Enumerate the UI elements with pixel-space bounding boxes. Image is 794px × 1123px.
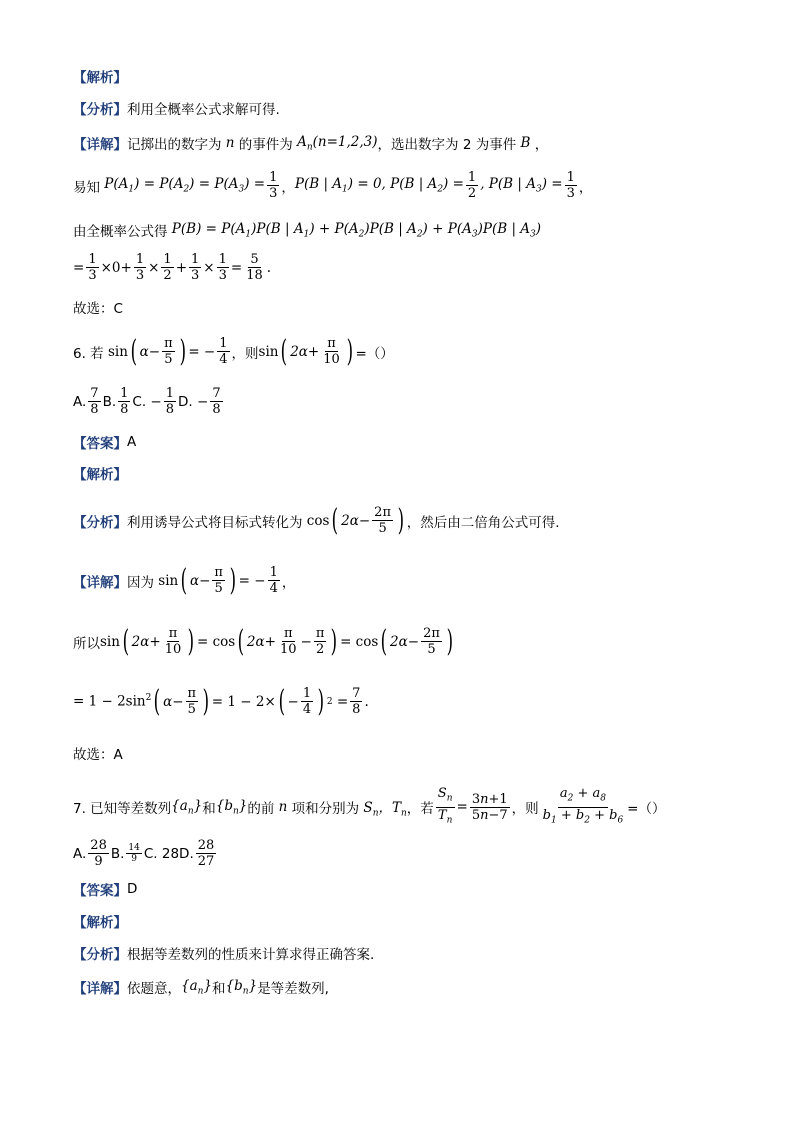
comma: ， [281,574,296,591]
daan-label: 【答案】 [73,883,127,899]
jiexi-label: 【解析】 [73,70,127,86]
q5-fenxi-text: 利用全概率公式求解可得. [127,102,280,118]
fenxi-label: 【分析】 [73,102,127,118]
q7-xiangjie-text-c: 是等差数列, [257,981,329,997]
q7-fenxi-line [73,943,374,963]
frac-1-3: $\frac{1}{3}$ [218,252,227,283]
q7-option-c-label: C. 28D. [143,845,194,862]
frac-Sn-Tn: $\frac{S_n}{T_n}$ [437,786,453,826]
xiangjie-label: 【详解】 [73,981,127,997]
q6-option-c-label: C. [132,393,147,410]
xiangjie-label: 【详解】 [73,574,127,591]
xiangjie-label: 【详解】 [73,137,127,153]
minus: − [146,393,162,410]
math-2alpha: 2α+ [131,633,161,650]
q7-de-qian: 的前 [247,801,275,818]
equals-neg: = − [188,343,216,360]
math-n: n [274,799,292,816]
q6-ze: ，则 [231,345,259,362]
q7-options-line [73,838,218,869]
frac-1-4: $\frac{1}{4}$ [302,686,312,717]
equals-neg: = − [238,572,266,589]
q5-fenxi-line [73,98,280,118]
math-prob-equal: $P(A_1) = P(A_2) = P(A_3)$ = [100,176,266,195]
frac-pi-5: $\frac{\pi}{5}$ [164,336,173,367]
right-paren: ) [317,683,325,719]
left-paren: ( [281,333,288,369]
q7-answer-line [73,879,137,899]
q6-options-line [73,386,225,417]
math-sin: sin [258,343,279,360]
math-2alpha: 2α− [341,512,371,529]
q6-result-line [73,683,369,719]
frac-pi-10: $\frac{\pi}{10}$ [323,336,340,367]
equals-cos: = cos [340,633,379,650]
times: × [203,259,215,276]
right-paren: ) [446,623,453,659]
frac-2pi-5: $\frac{2\pi}{5}$ [423,626,440,657]
comma: ， [281,179,295,196]
math-an-seq: $\{a_n\}$ [171,797,203,817]
q7-question-line [73,786,665,828]
q7-ze: ，则 [511,801,539,818]
minus: − [287,693,299,710]
q6-option-d: $\frac{7}{8}$ [212,386,221,417]
frac-1-3: $\frac{1}{3}$ [191,252,200,283]
q6-option-c: $\frac{1}{8}$ [165,386,175,417]
q7-xiang: 项和分别为 [291,801,360,818]
frac-pi-10: $\frac{\pi}{10}$ [164,626,182,657]
q6-answer-choice: 故选：A [73,747,123,763]
q6-xiangjie-line [73,562,296,598]
times-zero: ×0+ [100,259,132,276]
left-paren: ( [153,683,161,719]
math-alpha: α− [163,693,184,710]
q5-quangailv-text: 由全概率公式得 [73,224,168,240]
comma: ， [534,137,549,153]
right-paren: ) [187,623,195,659]
q6-xiangjie-text: 因为 [127,574,154,591]
q6-fenxi-line [73,502,560,538]
plus: + [175,259,187,276]
frac-pi-5: $\frac{\pi}{5}$ [214,565,223,596]
period: . [364,693,369,710]
q7-xiangjie-text-a: 依题意， [127,981,181,997]
q7-number: 7. 已知等差数列 [73,801,172,818]
q6-answer-line [73,432,136,452]
frac-1-2: $\frac{1}{2}$ [163,252,172,283]
frac-pi-10: $\frac{\pi}{10}$ [279,626,297,657]
fenxi-label: 【分析】 [73,947,127,963]
q6-jiexi-line [73,463,127,483]
q5-calc-line [73,252,271,283]
math-alpha: α− [139,343,161,360]
left-paren: ( [237,623,245,659]
left-paren: ( [180,562,188,598]
math-cos: cos [302,512,330,529]
q6-result-frac: $\frac{7}{8}$ [352,686,361,717]
q7-option-b-label: B. [110,845,125,862]
q5-yizhi-text: 易知 [73,179,100,196]
frac-1-4: $\frac{1}{4}$ [269,565,278,596]
q7-option-b: $\frac{14}{9}$ [128,843,140,864]
q6-option-a-label: A. [73,393,87,410]
q5-xiangjie-line [73,133,548,153]
comma: ， [578,179,593,196]
equals: = [230,259,243,276]
math-sin: sin [103,343,128,360]
frac-target: $\frac{a_2 + a_8}{b_1 + b_2 + b_6}$ [542,786,624,826]
minus: − [192,393,209,410]
q5-quangailv-line [73,220,541,240]
left-paren: ( [332,502,339,538]
q7-fenxi-text: 根据等差数列的性质来计算求得正确答案. [127,947,375,963]
math-cond-probs: P(B | $A_1) = 0$, P(B | $A_2$) = [294,176,464,195]
equals-cos: = cos [196,633,236,650]
left-paren: ( [122,623,130,659]
frac-1-2: $\frac{1}{2}$ [467,170,477,201]
q6-option-a: $\frac{7}{8}$ [90,386,99,417]
q7-ruo: ，若 [406,801,434,818]
q7-option-a-label: A. [73,845,87,862]
q7-option-d: $\frac{28}{27}$ [197,838,215,869]
math-B: B [516,135,535,151]
q7-xiangjie-text-b: 和 [212,981,226,997]
q5-yizhi-line [73,170,592,201]
math-sin: sin [100,633,120,650]
period: . [266,259,272,276]
right-paren: ) [346,333,353,369]
math-bn-seq: $\{b_n\}$ [225,977,258,997]
q6-answer: A [127,434,137,450]
frac-ratio: $\frac{3n+1}{5n-7}$ [471,791,508,823]
frac-1-4: $\frac{1}{4}$ [219,336,228,367]
q7-blank: =（） [627,801,666,818]
math-sin: sin [154,572,179,589]
math-event-An: $A_n(n=1,2,3)$ [292,133,378,153]
equals: = [456,799,468,816]
math-total-prob: $P(B) = P(A_1)P(B$ | $A_1) + P(A_2)P(B$ | $A_2) + P(A_3)P(B$ | $A_3$) [167,220,542,240]
left-paren: ( [278,683,285,719]
math-alpha: α− [189,572,211,589]
frac-pi-5: $\frac{\pi}{5}$ [187,686,197,717]
math-one-minus-two: = 1 − 2× [211,693,276,710]
q7-answer: D [127,881,138,897]
q7-he: 和 [202,801,216,818]
q5-answer-choice: 故选：C [73,301,123,317]
q6-number: 6. 若 [73,345,104,362]
frac-1-3: $\frac{1}{3}$ [88,252,97,283]
q7-jiexi-line [73,911,127,931]
math-one-minus: = $1 - 2\sin^2$ [73,693,152,710]
q6-option-d-label: D. [178,393,193,410]
frac-2pi-5: $\frac{2\pi}{5}$ [374,505,391,536]
q6-suoyi-text: 所以 [73,635,100,652]
q5-xiangjie-text-b: 的事件为 [238,137,293,153]
q6-option-b: $\frac{1}{8}$ [120,386,129,417]
right-paren: ) [202,683,210,719]
math-2alpha: 2α+ [246,633,276,650]
jiexi-label: 【解析】 [73,915,127,931]
frac-1-3: $\frac{1}{3}$ [269,170,278,201]
q5-xiangjie-text-c: ，选出数字为 2 为事件 [377,137,517,153]
math-2alpha: 2α− [390,633,420,650]
frac-pi-2: $\frac{\pi}{2}$ [315,626,325,657]
left-paren: ( [130,333,137,369]
frac-1-3: $\frac{1}{3}$ [566,170,575,201]
q6-option-b-label: B. [102,393,117,410]
q6-suoyi-line [73,623,456,659]
daan-label: 【答案】 [73,436,127,452]
math-cond-prob-3: , P(B | $A_3$) = [480,176,563,195]
frac-result: $\frac{5}{18}$ [246,252,263,283]
math-2alpha: 2α+ [290,343,320,360]
right-paren: ) [397,502,405,538]
times: × [148,259,160,276]
minus: − [300,633,312,650]
equals: = [73,259,85,276]
q5-xiangjie-text-a: 记掷出的数字为 [127,137,222,153]
frac-1-3: $\frac{1}{3}$ [135,252,145,283]
q6-fenxi-text-a: 利用诱导公式将目标式转化为 [127,514,303,531]
left-paren: ( [380,623,388,659]
q5-guxuan-line [73,297,123,317]
right-paren: ) [330,623,338,659]
q6-question-line [73,333,394,369]
q5-jiexi-line [73,66,127,86]
math-an-seq: $\{a_n\}$ [181,977,213,997]
equals: = [332,693,349,710]
q7-xiangjie-line [73,977,329,997]
right-paren: ) [179,333,186,369]
jiexi-label: 【解析】 [73,467,127,483]
math-bn-seq: $\{b_n\}$ [215,797,248,817]
exponent-2: 2 [326,696,333,707]
q7-option-a: $\frac{28}{9}$ [90,838,107,869]
fenxi-label: 【分析】 [73,514,127,531]
q6-fenxi-text-b: ，然后由二倍角公式可得. [406,514,560,531]
right-paren: ) [229,562,237,598]
q6-guxuan-line [73,743,123,763]
math-n: n [221,135,239,151]
q6-blank: =（） [355,345,394,362]
math-Sn-Tn: $S_n$，$T_n$ [359,799,407,819]
